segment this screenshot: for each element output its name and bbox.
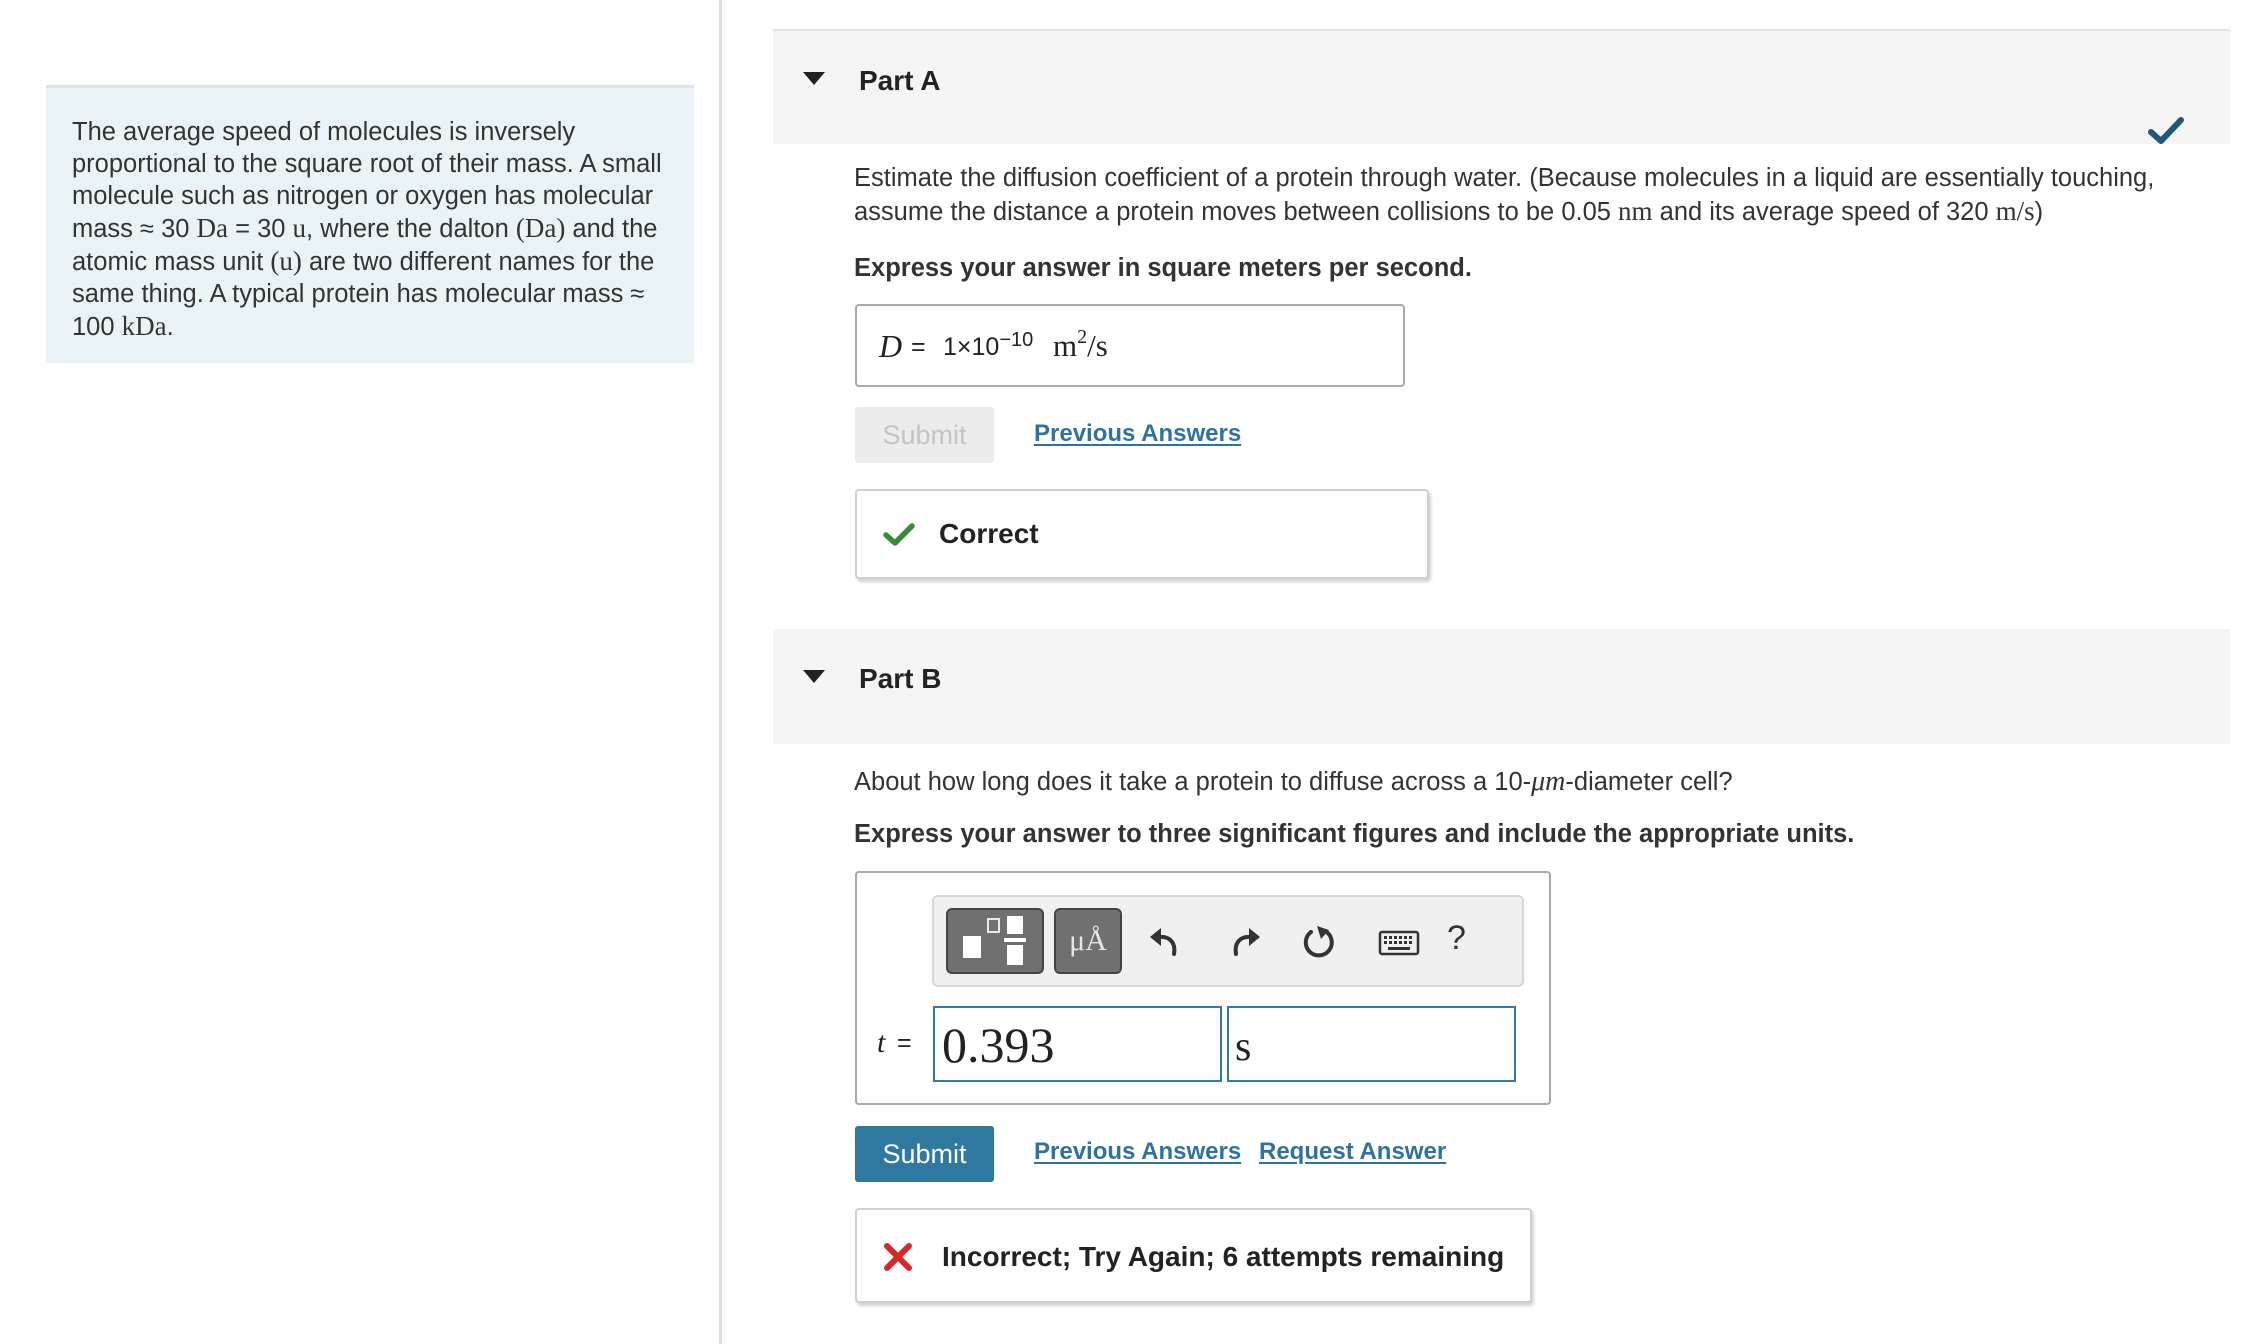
- intro-text: .: [166, 313, 174, 341]
- answer-mantissa: 1×10: [943, 333, 1000, 361]
- question-math-um: μm: [1531, 766, 1566, 797]
- intro-math-da: (Da): [515, 213, 566, 243]
- intro-text: are two different names for the same thing. A typical protein has molecular mass ≈ 100: [72, 248, 655, 341]
- part-b-answer-widget: [855, 871, 1551, 1105]
- part-a-submit-button[interactable]: Submit: [855, 407, 994, 463]
- answer-variable: t: [877, 1026, 886, 1059]
- redo-icon[interactable]: [1227, 924, 1263, 960]
- question-text: About how long does it take a protein to diffuse across a 10-: [854, 768, 1532, 796]
- part-a-answer-display: [855, 304, 1405, 387]
- panel-divider: [719, 0, 722, 1344]
- help-button[interactable]: ?: [1447, 919, 1466, 957]
- question-text: Estimate the diffusion coefficient of a protein through water. (Because molecules in a liquid are essentially touching, assume the distance a protein moves between collisions to be 0.05: [854, 164, 2155, 226]
- answer-variable: D: [879, 328, 903, 364]
- templates-button[interactable]: [946, 908, 1044, 974]
- part-a-question: [854, 162, 2214, 229]
- question-text: ): [2034, 198, 2044, 226]
- intro-math-u: (u): [270, 246, 302, 276]
- part-b-feedback: [855, 1208, 1532, 1303]
- intro-math-kda: kDa: [121, 311, 167, 341]
- unit-base: m: [1053, 328, 1078, 363]
- collapse-caret-icon[interactable]: [803, 72, 825, 85]
- intro-text: The average speed of molecules is inversely proportional to the square root of their mass. A small molecule such as nitrogen or oxygen has molecular mass ≈ 30: [72, 118, 662, 243]
- intro-text: and the atomic mass unit: [72, 215, 658, 276]
- answer-value-input[interactable]: 0.393: [933, 1006, 1222, 1082]
- request-answer-link[interactable]: Request Answer: [1259, 1138, 1447, 1165]
- part-a-previous-answers-link[interactable]: Previous Answers: [1034, 420, 1242, 447]
- question-math-nm: nm: [1618, 196, 1653, 226]
- part-a-instruction: Express your answer in square meters per second.: [854, 254, 1472, 282]
- answer-equals: =: [897, 1029, 912, 1057]
- part-b-header[interactable]: [773, 629, 2230, 744]
- answer-value: [943, 329, 1034, 362]
- intro-math-u: u: [292, 213, 307, 243]
- correct-check-icon: [883, 522, 915, 548]
- keyboard-icon[interactable]: [1378, 924, 1420, 960]
- unit-tail: /s: [1087, 328, 1108, 363]
- answer-unit-input[interactable]: s: [1227, 1006, 1516, 1082]
- templates-icon: [948, 910, 1042, 972]
- collapse-caret-icon[interactable]: [803, 670, 825, 683]
- part-b-question: [854, 765, 1733, 799]
- answer-unit: [1053, 328, 1108, 364]
- question-math-ms: m/s: [1995, 196, 2035, 226]
- question-text: -diameter cell?: [1565, 768, 1733, 796]
- intro-text: = 30: [228, 215, 293, 243]
- units-button[interactable]: μÅ: [1054, 908, 1122, 974]
- undo-icon[interactable]: [1147, 924, 1183, 960]
- problem-intro: [46, 85, 694, 363]
- answer-exponent: −10: [999, 329, 1034, 351]
- question-text: and its average speed of 320: [1652, 198, 1996, 226]
- part-a-feedback: [855, 489, 1429, 579]
- part-b-submit-button[interactable]: Submit: [855, 1126, 994, 1182]
- math-toolbar: [932, 895, 1524, 987]
- intro-text: , where the dalton: [306, 215, 516, 243]
- part-a-title: Part A: [859, 65, 941, 96]
- part-complete-check-icon: [2148, 116, 2184, 146]
- feedback-text: Correct: [939, 518, 1039, 549]
- part-b-previous-answers-link[interactable]: Previous Answers: [1034, 1138, 1242, 1165]
- reset-icon[interactable]: [1301, 924, 1337, 960]
- part-a-header[interactable]: [773, 29, 2230, 144]
- unit-exponent: 2: [1077, 326, 1088, 348]
- part-b-title: Part B: [859, 663, 942, 694]
- intro-math-da: Da: [196, 213, 229, 243]
- feedback-text: Incorrect; Try Again; 6 attempts remaining: [942, 1241, 1505, 1272]
- answer-equals: =: [911, 333, 926, 361]
- incorrect-x-icon: [883, 1242, 913, 1272]
- part-b-instruction: Express your answer to three significant figures and include the appropriate units.: [854, 820, 1855, 848]
